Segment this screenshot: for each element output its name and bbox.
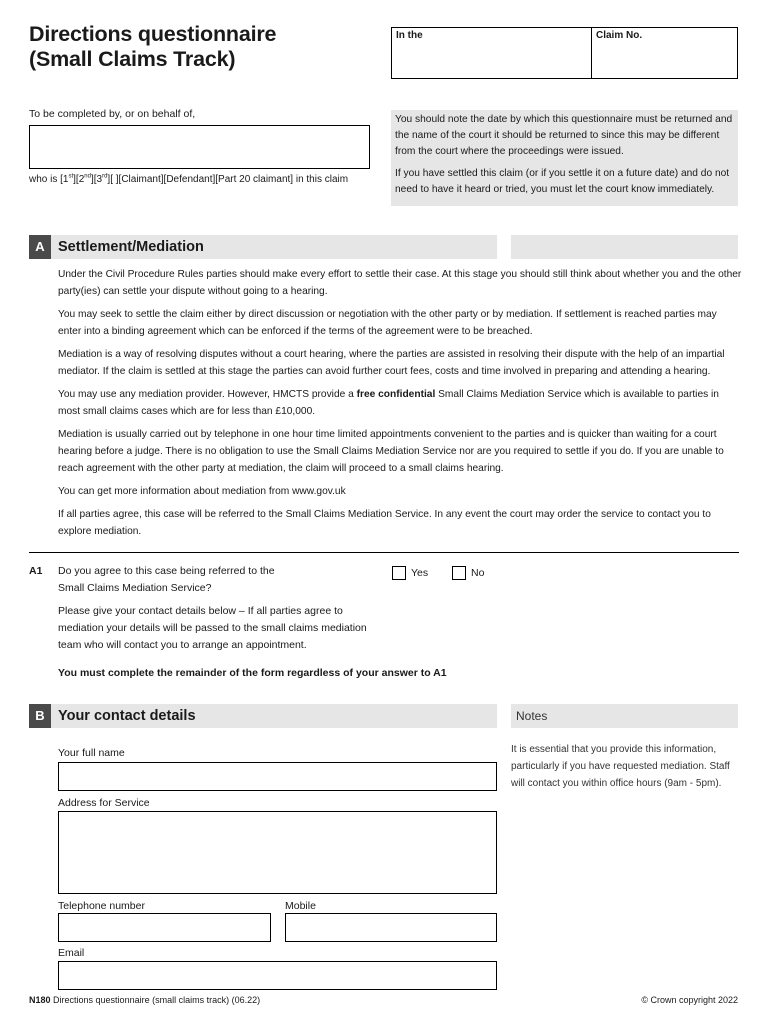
- a1-number: A1: [29, 565, 43, 577]
- address-label: Address for Service: [58, 797, 150, 809]
- footer-copyright: © Crown copyright 2022: [641, 995, 738, 1005]
- party-role-text: who is [1st][2nd][3rd][ ][Claimant][Defendant][Part 20 claimant] in this claim: [29, 173, 349, 185]
- a1-yes-checkbox[interactable]: [392, 566, 406, 580]
- section-a-paragraph-mediation-provider: [58, 386, 742, 420]
- return-note-text-2: If you have settled this claim (or if you settle it on a future date) and do not need to have it heard or tried, you must let the court know immediately.: [395, 168, 730, 195]
- section-a-paragraph: You may seek to settle the claim either by direct discussion or negotiation with the other party or by mediation. If settlement is reached parties may enter into a binding agreement which can be enforced if the terms of the agreement were to be breached.: [58, 309, 717, 337]
- telephone-label: Telephone number: [58, 900, 145, 912]
- section-a-paragraph: Mediation is a way of resolving disputes without a court hearing, where the parties are assisted in resolving their dispute with the help of an impartial mediator. If the claim is settled at this stage the parties can avoid further court fees, costs and time involved in preparing and attending a hearing.: [58, 349, 725, 377]
- a1-contact-text: Please give your contact details below – If all parties agree to mediation your details will be passed to the small claims mediation team who will contact you to arrange an appointment.: [58, 605, 367, 651]
- section-b-header: [29, 704, 497, 728]
- section-a-title: Settlement/Mediation: [58, 239, 204, 255]
- section-a-letter: A: [29, 235, 51, 259]
- return-note: [391, 110, 738, 206]
- section-b-letter: B: [29, 704, 51, 728]
- section-b-title: Your contact details: [58, 708, 196, 724]
- section-a-notes-bar: [511, 235, 738, 259]
- a1-yes-label: Yes: [411, 567, 429, 579]
- a1-question: Do you agree to this case being referred to the Small Claims Mediation Service?: [58, 565, 275, 594]
- section-a-header: [29, 235, 497, 259]
- claim-number-field[interactable]: [592, 28, 737, 78]
- telephone-input[interactable]: [58, 913, 271, 942]
- p4-before: You may use any mediation provider. However, HMCTS provide a: [58, 389, 357, 400]
- full-name-input[interactable]: [58, 762, 497, 791]
- completed-by-input[interactable]: [29, 125, 370, 169]
- completed-by-label: To be completed by, or on behalf of,: [29, 108, 196, 120]
- claim-no-label: Claim No.: [596, 30, 643, 41]
- section-a-paragraph: Mediation is usually carried out by telephone in one hour time limited appointments convenient to the parties and is quicker than waiting for a court hearing before a judge. There is no obligation to use the Small Claims Mediation Service nor are you required to settle if you do. If you are unable to reach agreement with the other party at mediation, the claim will proceed to a small claims hearing.: [58, 429, 724, 474]
- p4-bold: free confidential: [356, 389, 436, 400]
- notes-text: It is essential that you provide this information, particularly if you have requested mediation. Staff will contact you within office hours (9am - 5pm).: [511, 744, 730, 789]
- title-line-2: (Small Claims Track): [29, 47, 236, 71]
- email-input[interactable]: [58, 961, 497, 990]
- title-line-1: Directions questionnaire: [29, 22, 277, 46]
- party-role-line[interactable]: [29, 171, 348, 188]
- address-input[interactable]: [58, 811, 497, 894]
- mobile-input[interactable]: [285, 913, 497, 942]
- form-code: N180: [29, 995, 51, 1005]
- notes-header: [511, 704, 738, 728]
- email-label: Email: [58, 947, 85, 959]
- section-a-paragraph: Under the Civil Procedure Rules parties should make every effort to settle their case. At this stage you should still think about whether you and the other party(ies) can settle your dispute without going to a hearing.: [58, 269, 742, 297]
- notes-label: Notes: [516, 709, 548, 723]
- a1-must-complete: You must complete the remainder of the form regardless of your answer to A1: [58, 667, 447, 679]
- mobile-label: Mobile: [285, 900, 316, 912]
- p4-after: Small Claims Mediation Service which is available to parties in most small claims cases which are for less than £10,000.: [58, 389, 719, 417]
- form-name: Directions questionnaire (small claims track) (06.22): [53, 995, 261, 1005]
- court-claim-table: [391, 27, 738, 79]
- section-divider: [29, 552, 739, 553]
- a1-no-checkbox[interactable]: [452, 566, 466, 580]
- page-title: [29, 22, 276, 72]
- section-a-paragraph: You can get more information about mediation from www.gov.uk: [58, 486, 346, 497]
- section-a-paragraph: If all parties agree, this case will be referred to the Small Claims Mediation Service. In any event the court may order the service to contact you to explore mediation.: [58, 509, 711, 537]
- return-note-text-1: You should note the date by which this questionnaire must be returned and the name of the court it should be returned to since this may be different from the court where the proceedings were issued.: [395, 114, 733, 157]
- in-the-field[interactable]: [392, 28, 592, 78]
- footer-form-id: [29, 994, 260, 1006]
- section-a-body: [58, 266, 742, 546]
- a1-no-label: No: [471, 567, 485, 579]
- in-the-label: In the: [396, 30, 423, 41]
- full-name-label: Your full name: [58, 747, 125, 759]
